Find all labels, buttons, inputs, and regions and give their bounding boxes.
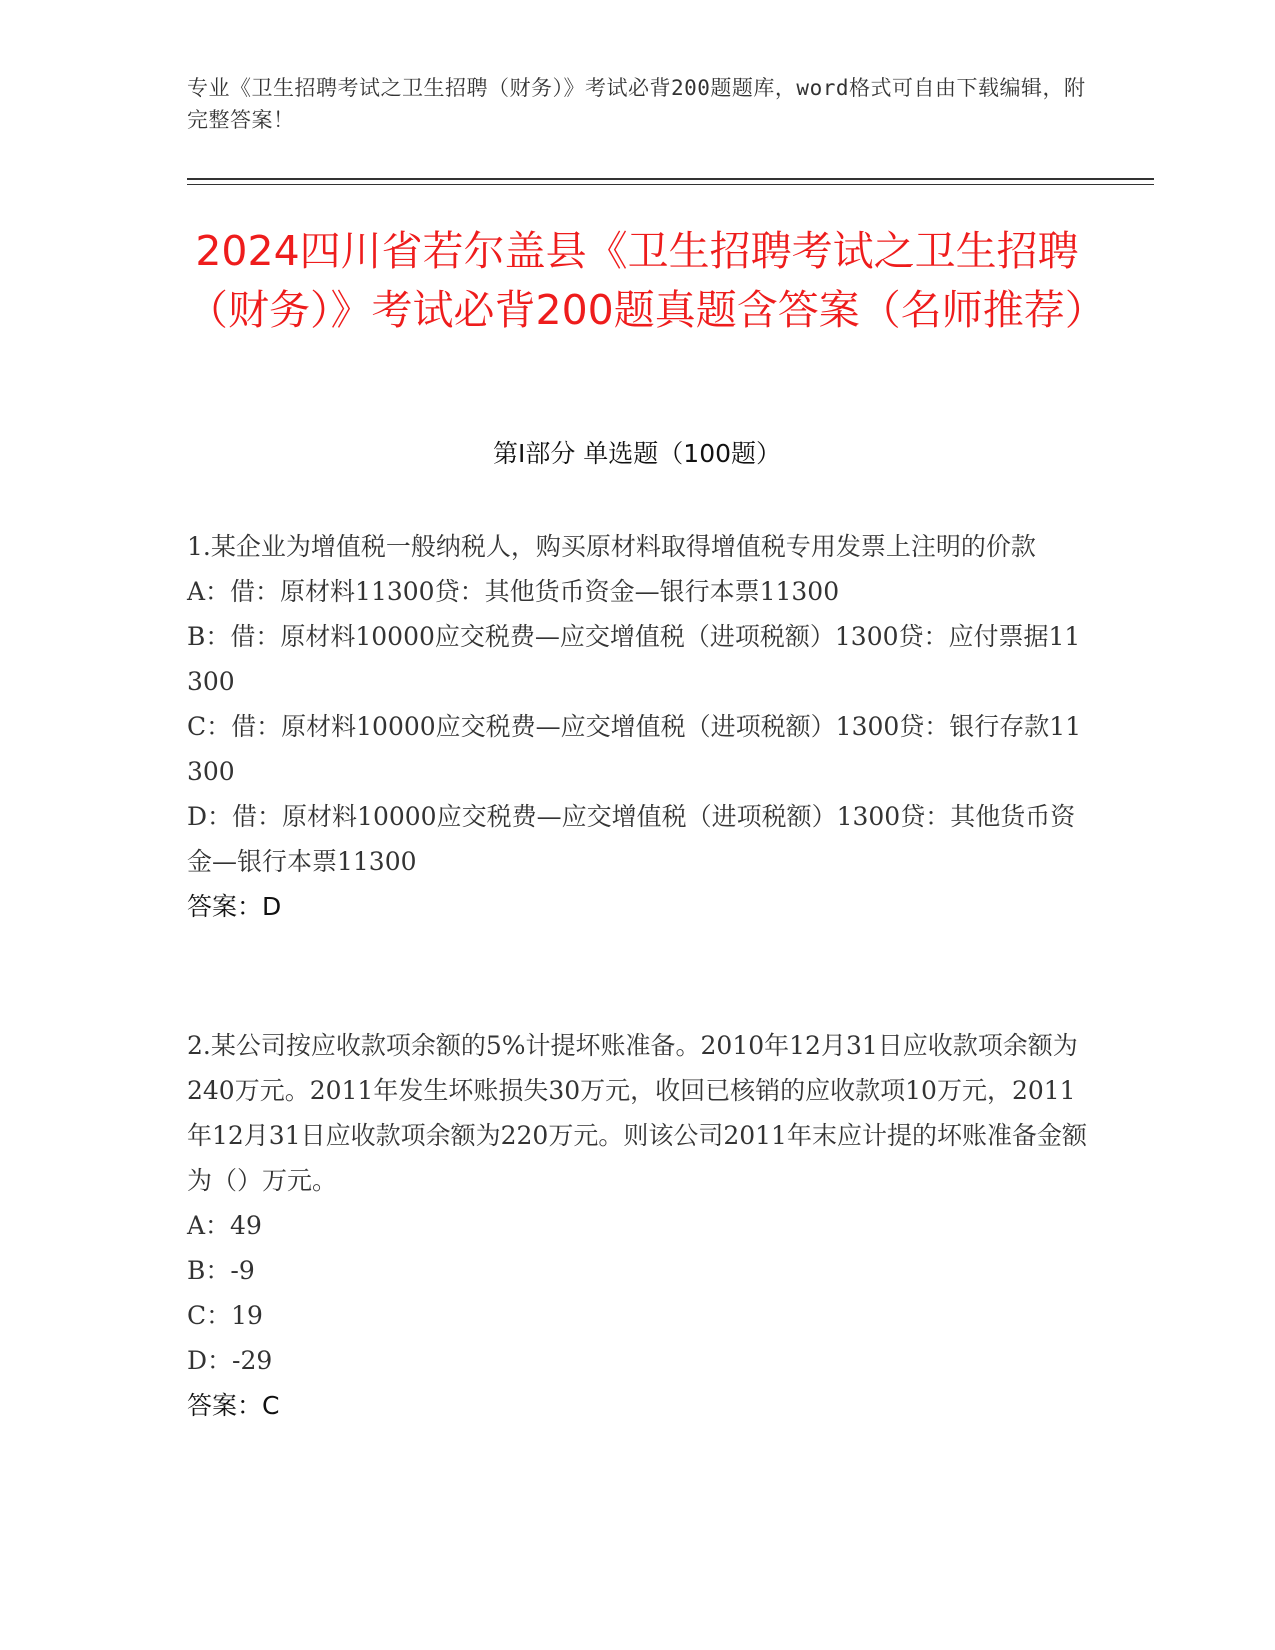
answer: 答案：C	[187, 1391, 280, 1420]
option-d: D：-29	[187, 1346, 273, 1375]
option-c: C：19	[187, 1301, 263, 1330]
header-divider-thick	[187, 178, 1154, 180]
option-c: C：借：原材料10000应交税费—应交增值税（进项税额）1300贷：银行存款11300	[187, 712, 1082, 786]
question-1	[187, 524, 1087, 929]
option-b: B：借：原材料10000应交税费—应交增值税（进项税额）1300贷：应付票据11300	[187, 622, 1081, 696]
answer: 答案：D	[187, 892, 282, 921]
option-a: A：借：原材料11300贷：其他货币资金—银行本票11300	[187, 577, 840, 606]
header-divider-thin	[187, 184, 1154, 185]
option-a: A：49	[187, 1211, 262, 1240]
section-title: 第Ⅰ部分 单选题（100题）	[492, 439, 782, 468]
header-note: 专业《卫生招聘考试之卫生招聘（财务）》考试必背200题题库，word格式可自由下载编辑，附完整答案！	[187, 76, 1086, 132]
question-stem: 2.某公司按应收款项余额的5%计提坏账准备。2010年12月31日应收款项余额为240万元。2011年发生坏账损失30万元，收回已核销的应收款项10万元，2011年12月31日应收款项余额为220万元。则该公司2011年末应计提的坏账准备金额为（）万元。	[187, 1031, 1087, 1195]
option-d: D：借：原材料10000应交税费—应交增值税（进项税额）1300贷：其他货币资金—银行本票11300	[187, 802, 1076, 876]
option-b: B：-9	[187, 1256, 255, 1285]
question-stem: 1.某企业为增值税一般纳税人，购买原材料取得增值税专用发票上注明的价款	[187, 532, 1036, 561]
question-2	[187, 1023, 1087, 1428]
document-title: 2024四川省若尔盖县《卫生招聘考试之卫生招聘（财务）》考试必背200题真题含答案（名师推荐）	[187, 227, 1106, 334]
